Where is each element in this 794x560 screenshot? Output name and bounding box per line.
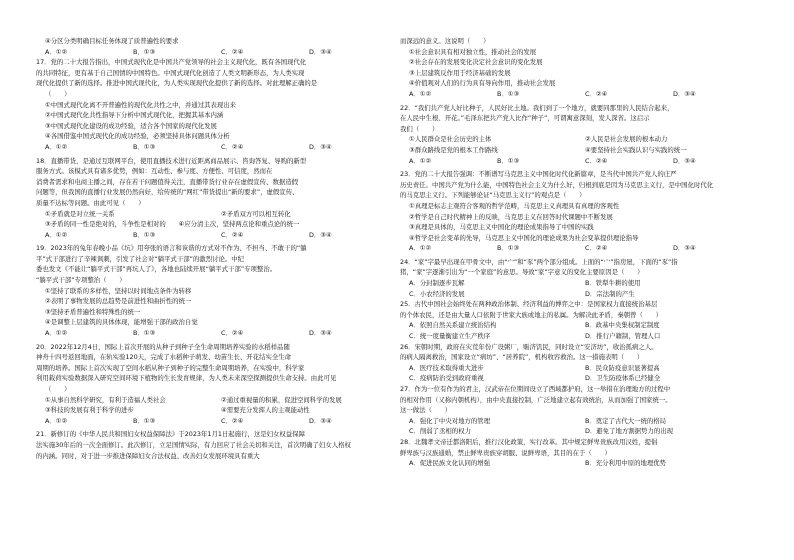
option-item: B．①③	[497, 244, 520, 253]
option-item: C．②④	[221, 230, 244, 239]
text-line: 19．2023年的兔年春晚小品《坑》用夸张的语言和诙谐的方式对不作为、不担当、不敢干的“躺	[36, 244, 307, 253]
option-item: B．①③	[497, 156, 520, 165]
text-line: 24．“家”字最早出现在甲骨文中，由“宀”和“豕”两个部分组成。上面的“宀”指房屋，下面的“豕”指	[400, 257, 678, 266]
option-item: B．①③	[497, 89, 520, 98]
text-line: ③坚持矛盾普遍性和特殊性的统一	[45, 307, 141, 316]
option-item: A．促进民族文化认同的增强	[409, 459, 491, 468]
text-line: ③矛盾的同一性是绝对的，斗争性是相对的 ④应分清主次，坚持两点论和重点论的统一	[45, 220, 300, 229]
option-row	[36, 416, 388, 427]
text-line: ②哲学是自己时代精神上的反映，马克思主义在回答时代课题中不断发展	[409, 212, 613, 221]
option-item: A．①②	[45, 329, 68, 338]
text-line: 这一做法（ ）	[400, 406, 452, 415]
text-line: 20．2022年12月4日，国际上首次开展的从种子到种子全生命周期培养实验的水稻样品随	[36, 342, 290, 351]
text-line: ②中国式现代化共性指导下分析中国式现代化，把握其基本内涵	[45, 111, 224, 120]
option-item: D．宗法制的产生	[585, 289, 635, 298]
option-row	[400, 134, 752, 145]
text-line: ①社会意识具有相对独立性，推动社会的发展	[409, 47, 537, 56]
option-item: ①矛盾就是对立统一关系	[45, 209, 115, 218]
option-item: A．①②	[409, 244, 432, 253]
option-item: B．①③	[133, 47, 156, 56]
option-item: ②通过重视量的积累，促进空间科学的发展	[221, 395, 342, 404]
text-line: 周期的培养。国际上首次实现了空间水稻从种子到种子的完整生命周期培养，在实验中，科学家	[36, 363, 305, 372]
option-item: C．②④	[585, 89, 608, 98]
text-line: ①中国式现代化离不开普遍性的现代化共性之中，并通过其表现出来	[45, 100, 237, 109]
option-item: ③群众路线是党的根本工作路线	[409, 145, 498, 154]
option-item: ①人民群众是社会历史的主体	[409, 135, 492, 144]
option-row	[36, 328, 388, 339]
text-line: 质量不达标等问题。由此可见（ ）	[36, 198, 145, 207]
option-row	[400, 458, 752, 469]
text-line: 现代化提供了新的选择。推进中国式现代化，为人类实现现代化提供了新的选择。对此理解正确的是	[36, 79, 318, 88]
text-line: 利用载荷实验数据深入研究空间环境下植物的生长发育规律，为人类未来深空探测提供生命支持。由此可见	[36, 374, 337, 383]
option-row	[36, 47, 388, 58]
option-item: D．③④	[309, 416, 332, 425]
text-line: 服务方式。该模式具有诸多优势，例如：互动性、参与度、方便性、可信度，然而在	[36, 167, 273, 176]
text-line: 的个体农民，还是由大量人口依附于世家大族或地主的私属。为解决此矛盾，秦朝曾（ ）	[400, 310, 663, 319]
text-line: 的共同特征，更有基于自己国情的中国特色。中国式现代化创造了人类文明新形态，为人类实现	[36, 68, 305, 77]
text-line: 法实施30年后的一次全面修订。此次修订，立足国情实际，有力回应了社会关切和关注，首次明确了妇女人格权	[36, 440, 351, 449]
option-row	[400, 156, 752, 167]
option-item: B．①③	[133, 230, 156, 239]
option-row	[400, 331, 752, 342]
option-item: ②矛盾双方可以相互转化	[221, 209, 291, 218]
option-item: A．①②	[45, 47, 68, 56]
right-column	[400, 36, 752, 469]
text-line: ④各国借鉴中国式现代化的成功经验，必须坚持具体问题具体分析	[45, 132, 230, 141]
option-item: D．③④	[673, 89, 696, 98]
option-item: C．②④	[585, 244, 608, 253]
option-item: D．避免了地方割据势力的出现	[585, 427, 673, 436]
text-line: 平”式干部进行了辛辣讽刺，引发了社会对“躺平式干部”的激烈讨论。中纪	[36, 254, 245, 263]
option-row	[400, 89, 752, 100]
text-line: （ ）	[45, 385, 71, 393]
text-line: ①真理是标志主观符合客观的哲学范畴，马克思主义真理具有真理的客观性	[409, 201, 620, 210]
option-item: A．①②	[409, 156, 432, 165]
option-item: B．奠定了古代大一统的格局	[585, 416, 667, 425]
text-line: ③中国式现代化建设的成功经验，适合各个国家的现代化发展	[45, 121, 217, 130]
option-item: D．③④	[309, 47, 332, 56]
option-row	[400, 426, 752, 437]
text-line: 的马克思主义行。下列能够论证“马克思主义行”的观点是（ ）	[400, 191, 586, 200]
option-item: A．①②	[45, 230, 68, 239]
option-item: B．民众防疫意识显著提高	[585, 363, 660, 372]
option-item: C．疫病防治受到政府重视	[409, 374, 484, 383]
option-item: ④要坚持社会实践认识与实践的统一	[585, 145, 687, 154]
option-item: B．铁犁牛耕的使用	[585, 279, 641, 288]
option-item: C．②④	[221, 329, 244, 338]
text-line: ①坚持了联系的多样性，坚持以时间地点条件为转移	[45, 286, 192, 295]
option-item: ④需要充分发挥人的主观能动性	[221, 406, 310, 415]
option-row	[36, 395, 388, 406]
text-line: ②表明了事物发展的总趋势是前进性和曲折性的统一	[45, 297, 192, 306]
option-row	[400, 416, 752, 427]
text-line: 猪，“家”字逐渐引出为“一个家庭”的意思。导致“家”字意义的变化主要原因是（ ）	[400, 268, 644, 277]
option-item: B．①③	[133, 329, 156, 338]
option-item: C．②④	[221, 416, 244, 425]
text-line: ④分区分类明确目标任务体现了质普遍性的要求	[45, 37, 179, 45]
option-item: A．依照自然关系建立统治结构	[409, 321, 497, 330]
option-item: A．①②	[409, 89, 432, 98]
text-line: 在人民中生根、开花。”毛泽东把共产党人比作“种子”，可谓寓意深刻，发人深省。这启示	[400, 114, 650, 123]
option-row	[400, 320, 752, 331]
option-item: D．③④	[309, 230, 332, 239]
text-line: （ ）	[45, 89, 71, 98]
text-line: 25．古代中国社会始终处在两种政治体制、经济利益的博弈之中：是国家权力直接统治基层	[400, 300, 658, 309]
option-item: D．③④	[673, 156, 696, 165]
option-row	[400, 363, 752, 374]
text-line: 的内涵。同时，对于进一步推进保障妇女合法权益、改善妇女发展环境具有重大	[36, 451, 260, 460]
option-item: D．③④	[673, 244, 696, 253]
text-line: 28．北魏孝文帝迁都洛阳后，推行汉化政策，实行改革。其中规定鲜卑贵族改用汉姓，提倡	[400, 437, 658, 446]
option-item: C．小农经济的发展	[409, 289, 465, 298]
text-line: 27．作为一位有作为的君主，汉武帝在位期间设立了西域都护府，这一举措在治理地方的过程中	[400, 385, 671, 393]
option-item: C．②④	[221, 47, 244, 56]
left-column	[36, 36, 388, 461]
text-line: 23．党的二十大报告强调：不断谱写马克思主义中国化时代化新篇章，是当代中国共产党人的庄严	[400, 170, 677, 179]
option-item: B．①③	[133, 142, 156, 151]
text-line: 的相对作用（又称内朝机构），由中央直接控制，广泛地建立起有效统治，从而加强了国家统一。	[400, 395, 672, 404]
text-line: 21．新修订的《中华人民共和国妇女权益保障法》于2023年1月1日起施行，这是妇女权益保障	[36, 430, 305, 439]
text-line: 17．党的二十大报告指出，中国式现代化是中国共产党领导的社会主义现代化，既有各国现代化	[36, 58, 307, 67]
option-item: D．卫生防疫体系已经健全	[585, 374, 661, 383]
text-line: ④价值观对人们的行为具有导向作用，推动社会发展	[409, 79, 556, 88]
option-item: A．①②	[45, 416, 68, 425]
option-item: ③科技的发展有利于科学的进步	[45, 406, 134, 415]
option-row	[36, 405, 388, 416]
option-item: A．分封制逐步瓦解	[409, 279, 465, 288]
text-line: ③真理是具体的，马克思主义中国化的理论成果指导了中国的实践	[409, 223, 594, 232]
text-line: 18．直播带货，是通过互联网平台，使用直播技术进行近距离商品展示、咨询答复、导购的新型	[36, 156, 307, 165]
option-row	[400, 145, 752, 156]
text-line: 历史责任。中国共产党为什么能，中国特色社会主义为什么好，归根到底是因为马克思主义行，是中国化时代化	[400, 180, 714, 189]
option-item: D．③④	[309, 142, 332, 151]
text-line: 委也发文《不能让“躺平式干部”再坑人了》，各地也陆续开展“躺平式干部”专项整治。	[36, 265, 277, 274]
option-item: B．充分利用中原的地理优势	[585, 459, 667, 468]
option-item: D．推行户籍制，管理人口	[585, 332, 661, 341]
option-row	[400, 278, 752, 289]
option-item: C．②④	[585, 156, 608, 165]
text-line: 鲜卑族与汉族通婚，禁止鲜卑贵族穿胡服、说鲜卑语，其目的在于（ ）	[400, 448, 611, 457]
text-line: 我们（ ）	[400, 124, 439, 133]
option-item: C．统一度量衡建立生产秩序	[409, 332, 491, 341]
option-item: A．医疗技术取得重大进步	[409, 363, 484, 372]
option-item: A．①②	[45, 142, 68, 151]
option-row	[36, 209, 388, 220]
text-line: ④是调整上层建筑的具体体现，能增强干部的政治自觉	[45, 318, 198, 327]
option-row	[400, 289, 752, 300]
option-item: C．削弱了丞相的权力	[409, 427, 471, 436]
text-line: 26．宋朝时期，政府在灾荒年份广设粥厂，赈济饥民，同时设立“安济坊”，收治孤病之人。	[400, 342, 658, 351]
option-row	[36, 142, 388, 153]
option-item: A．强化了中央对地方的管理	[409, 416, 491, 425]
option-row	[36, 230, 388, 241]
option-item: B．政基中央集权制定制度	[585, 321, 660, 330]
text-line: 问题等，但我国的直播行业发展仍然向好，给传统的“网红”带货提出“新的要求”，虚假宣传、	[36, 188, 299, 197]
text-line: 神舟十四号返回地面，在轨实验120天，完成了水稻种子萌发、幼苗生长、开花结实全生命	[36, 353, 292, 362]
option-item: D．③④	[309, 329, 332, 338]
text-line: ④哲学是社会变革的先导，马克思主义中国化的理论成果为社会变革提供理论指导	[409, 233, 639, 242]
option-item: ②人民是社会发展的根本动力	[585, 135, 668, 144]
text-line: 的病人隔离救治，国家设立“病坊”、“居养院”，机构收容救治。这一措施表明（ ）	[400, 353, 644, 362]
text-line: “躺平式干部”专项整治（ ）	[36, 276, 126, 285]
option-row	[400, 373, 752, 384]
option-item: ①从事自然科学研究，有利于造福人类社会	[45, 395, 166, 404]
option-row	[400, 243, 752, 254]
option-item: B．①③	[133, 416, 156, 425]
text-line: ②社会存在的发展变化决定社会意识的变化发展	[409, 58, 543, 67]
text-line: 消费者需求和电商主播之间，存在若干问题值得关注，直播带货行业存在虚假宣传、数据造假	[36, 177, 299, 186]
text-line: ③上层建筑反作用于经济基础的发展	[409, 68, 511, 77]
text-line: 22．“我们共产党人好比种子，人民好比土地。我们到了一个地方，就要同那里的人民结合起来，	[400, 103, 674, 112]
text-line: 而深远的意义。这说明（ ）	[400, 37, 490, 45]
option-item: C．②④	[221, 142, 244, 151]
